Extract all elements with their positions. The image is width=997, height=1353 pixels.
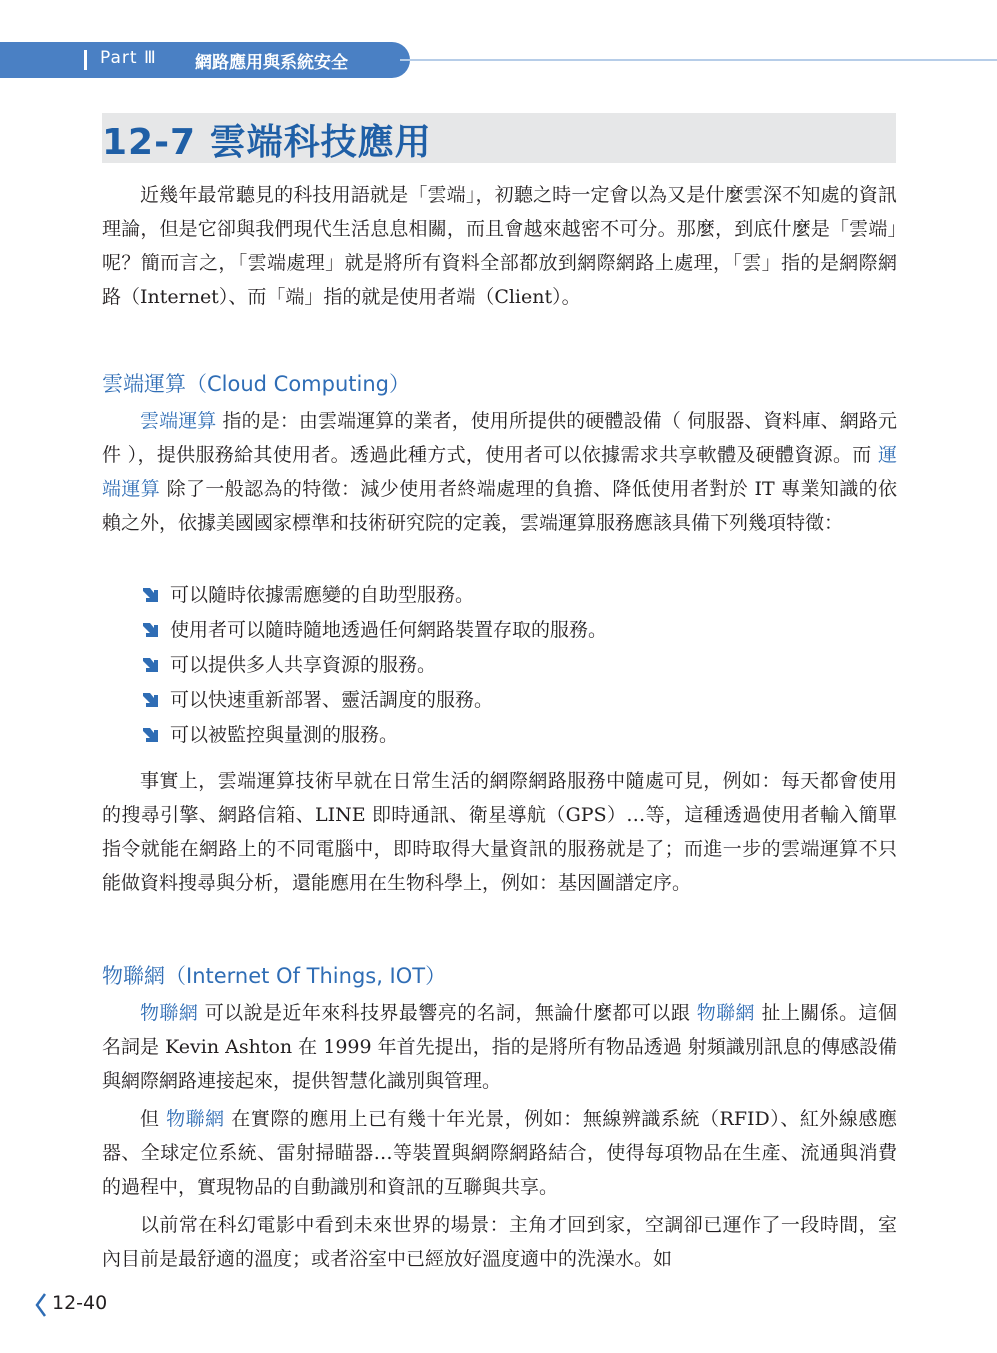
keyword: 雲端運算 [140,410,217,432]
iot-paragraph-1: 物聯網 可以說是近年來科技界最響亮的名詞，無論什麼都可以跟 物聯網 扯上關係。這個名詞是 Kevin Ashton 在 1999 年首先提出，指的是將所有物品透過 射頻識別訊息的傳感設備與網際網路連接起來，提供智慧化識別與管理。 [102,1002,897,1092]
part-label: Part Ⅲ [100,48,157,68]
part-title: 網路應用與系統安全 [195,53,348,73]
header-divider [84,50,87,70]
arrow-down-right-icon [140,586,160,606]
list-item: 可以被監控與量測的服務。 [140,718,607,753]
keyword: 物聯網 [140,1002,199,1024]
list-item: 可以提供多人共享資源的服務。 [140,648,607,683]
arrow-down-right-icon [140,621,160,641]
page-number: 12-40 [52,1292,108,1314]
section-title: 12-7 雲端科技應用 [102,122,432,163]
intro-paragraph: 近幾年最常聽見的科技用語就是「雲端」，初聽之時一定會以為又是什麼雲深不知處的資訊理論，但是它卻與我們現代生活息息相關，而且會越來越密不可分。那麼，到底什麼是「雲端」呢？簡而言之，「雲端處理」就是將所有資料全部都放到網際網路上處理，「雲」指的是網際網路（Internet）、而「端」指的就是使用者端（Client）。 [102,184,897,308]
arrow-down-right-icon [140,656,160,676]
list-item: 使用者可以隨時隨地透過任何網路裝置存取的服務。 [140,613,607,648]
feature-list [140,578,607,753]
header-rule [400,59,997,61]
list-item: 可以快速重新部署、靈活調度的服務。 [140,683,607,718]
iot-heading: 物聯網（Internet Of Things, IOT） [102,964,447,988]
keyword: 運端運算 [102,444,897,500]
iot-paragraph-3: 以前常在科幻電影中看到未來世界的場景：主角才回到家，空調卻已運作了一段時間，室內目前是最舒適的溫度；或者浴室中已經放好溫度適中的洗澡水。如 [102,1214,897,1270]
arrow-down-right-icon [140,691,160,711]
cloud-computing-heading: 雲端運算（Cloud Computing） [102,372,410,396]
keyword: 物聯網 [166,1108,225,1130]
arrow-down-right-icon [140,726,160,746]
chevron-left-icon [34,1292,48,1318]
cloud-examples-paragraph: 事實上，雲端運算技術早就在日常生活的網際網路服務中隨處可見，例如：每天都會使用的搜尋引擎、網路信箱、LINE 即時通訊、衛星導航（GPS）…等，這種透過使用者輸入簡單指令就能在網路上的不同電腦中，即時取得大量資訊的服務就是了；而進一步的雲端運算不只能做資料搜尋與分析，還能應用在生物科學上，例如：基因圖譜定序。 [102,770,897,894]
iot-paragraph-2: 但 物聯網 在實際的應用上已有幾十年光景，例如：無線辨識系統（RFID）、紅外線感應器、全球定位系統、雷射掃瞄器…等裝置與網際網路結合，使得每項物品在生產、流通與消費的過程中，實現物品的自動識別和資訊的互聯與共享。 [102,1108,897,1198]
cloud-computing-paragraph: 雲端運算 指的是：由雲端運算的業者，使用所提供的硬體設備（ 伺服器、資料庫、網路元件 ），提供服務給其使用者。透過此種方式，使用者可以依據需求共享軟體及硬體資源。而 運端運算 除了一般認為的特徵：減少使用者終端處理的負擔、降低使用者對於 IT 專業知識的依賴之外，依據美國國家標準和技術研究院的定義，雲端運算服務應該具備下列幾項特徵： [102,410,897,534]
keyword: 物聯網 [696,1002,755,1024]
list-item: 可以隨時依據需應變的自助型服務。 [140,578,607,613]
